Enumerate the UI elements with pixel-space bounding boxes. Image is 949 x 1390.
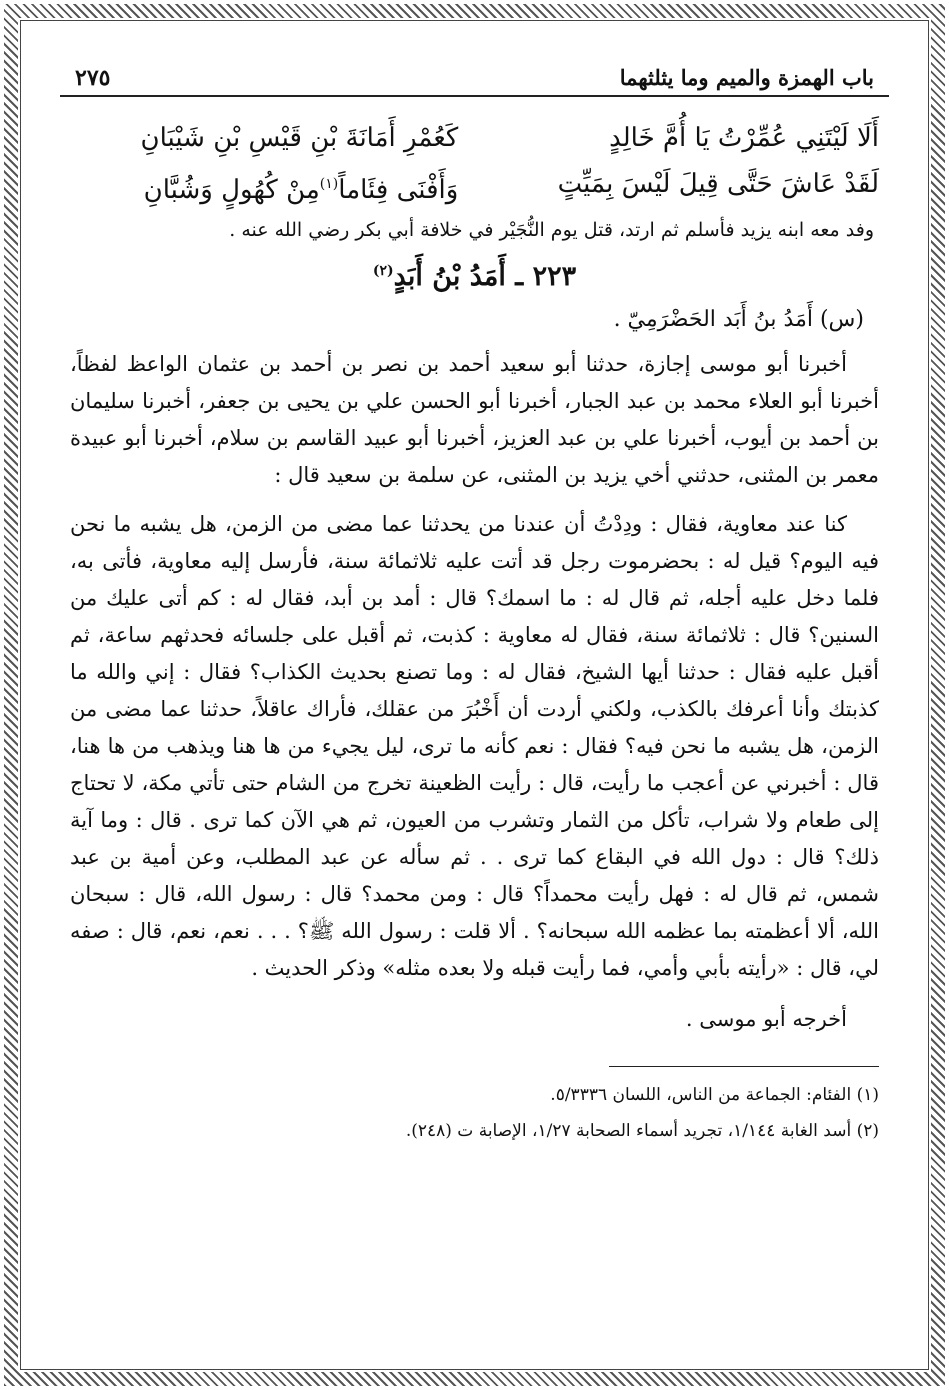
footnote-marker: (١)	[319, 176, 339, 192]
footnote: (٢) أسد الغابة ١/١٤٤، تجريد أسماء الصحابة ١/٢٧، الإصابة ت (٢٤٨).	[405, 1120, 879, 1141]
poem-verses	[60, 115, 889, 213]
footnote: (١) الفئام: الجماعة من الناس، اللسان ٥/٣٣٣٦.	[550, 1084, 879, 1105]
story-paragraph: كنا عند معاوية، فقال : ودِدْتُ أن عندنا من يحدثنا عما مضى من الزمن، هل يشبه ما نحن فيه اليوم؟ قيل له : بحضرموت رجل قد أتت عليه ثلاثمائة سنة، فأرسل إليه معاوية، فأتى به، فلما دخل عليه أجله، ثم قال له : ما اسمك؟ قال : أمد بن أبد، فقال له : كم أتى عليك من السنين؟ قال : ثلاثمائة سنة، فقال له معاوية : كذبت، ثم أقبل على جلسائه فحدثهم ساعة، ثم أقبل عليه فقال : حدثنا أيها الشيخ، فقال له : وما تصنع بحديث الكذاب؟ فقال : إني والله ما كذبتك وأنا أعرفك بالكذب، ولكني أردت أن أَخْبُرَ من عقلك، فأراك عاقلاً، حدثنا عما مضى من الزمن، هل يشبه ما نحن فيه؟ فقال : نعم كأنه ما ترى، ليل يجيء من ها هنا ويذهب من ها هنا، قال : أخبرني عن أعجب ما رأيت، قال : رأيت الظعينة تخرج من الشام حتى تأتي مكة، لا تحتاج إلى طعام ولا شراب، تأكل من الثمار وتشرب من العيون، ثم هي الآن كما ترى . قال : وما آية ذلك؟ قال : دول الله في البقاع كما ترى . . ثم سأله عن عبد المطلب، وعن أمية بن عبد شمس، ثم قال له : فهل رأيت محمداً؟ قال : ومن محمد؟ قال : رسول الله، قال : سبحان الله، ألا أعظمته بما عظمه الله سبحانه؟ . ألا قلت : رسول الله ﷺ؟ . . . نعم، نعم، قال : صفه لي، قال : «رأيته بأبي وأمي، فما رأيت قبله ولا بعده مثله» وذكر الحديث .	[70, 511, 880, 980]
intro-note: وفد معه ابنه يزيد فأسلم ثم ارتد، قتل يوم النُّجَيْر في خلافة أبي بكر رضي الله عنه .	[229, 218, 874, 241]
entry-heading	[60, 261, 889, 292]
verse-hemistich-with-note	[70, 161, 458, 213]
page-number: ٢٧٥	[75, 65, 111, 91]
verse-hemistich: كَعُمْرِ أَمَانَةَ بْنِ قَيْسِ بْنِ شَيْبَانِ	[140, 123, 459, 153]
footnote-divider	[609, 1066, 879, 1067]
isnad-paragraph: أخبرنا أبو موسى إجازة، حدثنا أبو سعيد أحمد بن نصر بن أحمد بن عثمان الواعظ لفظاً، أخبرنا أبو العلاء محمد بن عبد الجبار، أخبرنا أبو الحسن علي بن يحيى بن جعفر، أخبرنا سليمان بن أحمد بن أيوب، أخبرنا علي بن عبد العزيز، أخبرنا أبو عبيد القاسم بن سلام، أخبرنا أبو عبيدة معمر بن المثنى، حدثني أخي يزيد بن المثنى، عن سلمة بن سعيد قال :	[70, 351, 879, 487]
closing-paragraph: أخرجه أبو موسى .	[685, 1006, 847, 1031]
book-page	[60, 55, 889, 1350]
verse-hemistich-rest: مِنْ كُهُولٍ وَشُبَّانِ	[143, 174, 320, 205]
entry-title: ٢٢٣ ـ أَمَدُ بْنُ أَبَدٍ	[393, 260, 577, 292]
verse-hemistich: أَلَا لَيْتَنِي عُمِّرْتُ يَا أُمَّ خَالِدٍ	[609, 123, 879, 153]
verse-line	[70, 161, 879, 213]
verse-hemistich: وَأَفْنَى فِئَاماً	[338, 174, 459, 205]
chapter-title: باب الهمزة والميم وما يثلثهما	[619, 65, 874, 90]
running-header	[60, 55, 889, 97]
footnote-marker: (٢)	[372, 262, 394, 279]
verse-line	[70, 115, 879, 161]
verse-hemistich: لَقَدْ عَاشَ حَتَّى قِيلَ لَيْسَ بِمَيِّتٍ	[557, 169, 879, 199]
entry-subtitle: (س) أَمَدُ بنُ أَبَد الحَضْرَمِيّ .	[613, 306, 864, 332]
